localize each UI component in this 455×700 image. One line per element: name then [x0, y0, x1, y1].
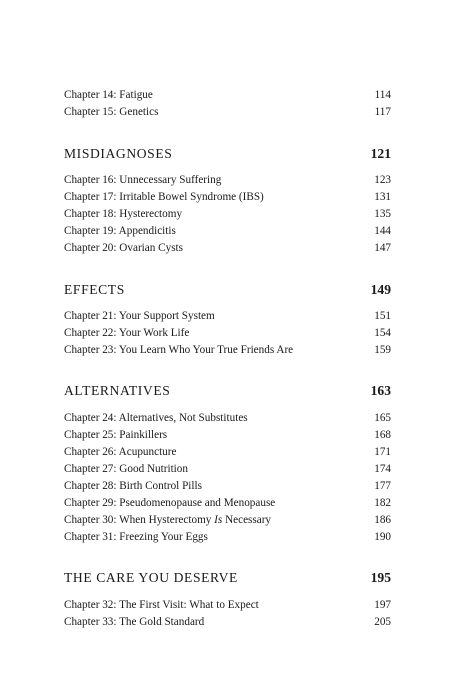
toc-entry [64, 461, 391, 478]
toc-entry [64, 342, 391, 359]
page-number: 190 [374, 531, 391, 543]
chapter-title-part: Chapter 30: When Hysterectomy [64, 514, 215, 526]
chapter-title: Chapter 26: Acupuncture [64, 446, 177, 458]
chapter-title-emphasis: Is [214, 514, 223, 526]
toc-entry [64, 189, 391, 206]
toc-entry [64, 223, 391, 240]
page-number: 174 [374, 463, 391, 475]
toc-entry [64, 478, 391, 495]
toc-entry [64, 240, 391, 257]
section-title: ALTERNATIVES [64, 383, 171, 398]
chapter-title: Chapter 24: Alternatives, Not Substitutes [64, 412, 248, 424]
section-title: MISDIAGNOSES [64, 146, 173, 161]
page-number: 197 [374, 599, 391, 611]
toc-entry [64, 104, 391, 121]
toc-entry [64, 529, 391, 546]
section-heading [64, 381, 391, 401]
page-number: 177 [374, 480, 391, 492]
page-number: 117 [374, 106, 391, 118]
page-number: 205 [374, 616, 391, 628]
toc-entry [64, 597, 391, 614]
toc-entry [64, 495, 391, 512]
chapter-title: Chapter 16: Unnecessary Suffering [64, 174, 222, 186]
page-number: 114 [374, 89, 391, 101]
toc-entry [64, 87, 391, 104]
chapter-title: Chapter 17: Irritable Bowel Syndrome (IBS) [64, 191, 264, 203]
section-heading [64, 568, 391, 588]
chapter-title: Chapter 22: Your Work Life [64, 327, 190, 339]
section-title: EFFECTS [64, 282, 125, 297]
toc-entry [64, 444, 391, 461]
toc-entry [64, 614, 391, 631]
page-number: 135 [374, 208, 391, 220]
section-page-number: 195 [370, 570, 391, 585]
section-page-number: 121 [370, 146, 391, 161]
chapter-title: Chapter 23: You Learn Who Your True Friends Are [64, 344, 294, 356]
section-page-number: 163 [370, 383, 391, 398]
page-number: 123 [374, 174, 391, 186]
chapter-title: Chapter 25: Painkillers [64, 429, 168, 441]
page-number: 165 [374, 412, 391, 424]
page-number: 168 [374, 429, 391, 441]
toc-entry [64, 325, 391, 342]
page-number: 154 [374, 327, 391, 339]
chapter-title: Chapter 27: Good Nutrition [64, 463, 188, 475]
toc-entry [64, 427, 391, 444]
chapter-title: Chapter 31: Freezing Your Eggs [64, 531, 208, 543]
chapter-title: Chapter 21: Your Support System [64, 310, 215, 322]
toc-entry [64, 410, 391, 427]
page-number: 131 [374, 191, 391, 203]
chapter-title: Chapter 15: Genetics [64, 106, 159, 118]
toc-entry [64, 206, 391, 223]
chapter-title: Chapter 18: Hysterectomy [64, 208, 183, 220]
chapter-title [64, 512, 271, 529]
page-number: 147 [374, 242, 391, 254]
chapter-title: Chapter 33: The Gold Standard [64, 616, 205, 628]
section-page-number: 149 [370, 282, 391, 297]
page-number: 182 [374, 497, 391, 509]
section-heading [64, 280, 391, 300]
chapter-title: Chapter 32: The First Visit: What to Expect [64, 599, 259, 611]
page-number: 186 [374, 514, 391, 526]
toc-entry [64, 308, 391, 325]
page-number: 144 [374, 225, 391, 237]
section-heading [64, 144, 391, 164]
chapter-title: Chapter 20: Ovarian Cysts [64, 242, 184, 254]
toc-entry [64, 172, 391, 189]
section-title: THE CARE YOU DESERVE [64, 570, 238, 585]
page-number: 171 [374, 446, 391, 458]
chapter-title: Chapter 28: Birth Control Pills [64, 480, 202, 492]
chapter-title: Chapter 29: Pseudomenopause and Menopause [64, 497, 276, 509]
chapter-title: Chapter 19: Appendicitis [64, 225, 176, 237]
page-number: 159 [374, 344, 391, 356]
page-number: 151 [374, 310, 391, 322]
chapter-title-part: Necessary [222, 514, 272, 526]
toc-entry [64, 512, 391, 529]
chapter-title: Chapter 14: Fatigue [64, 89, 153, 101]
